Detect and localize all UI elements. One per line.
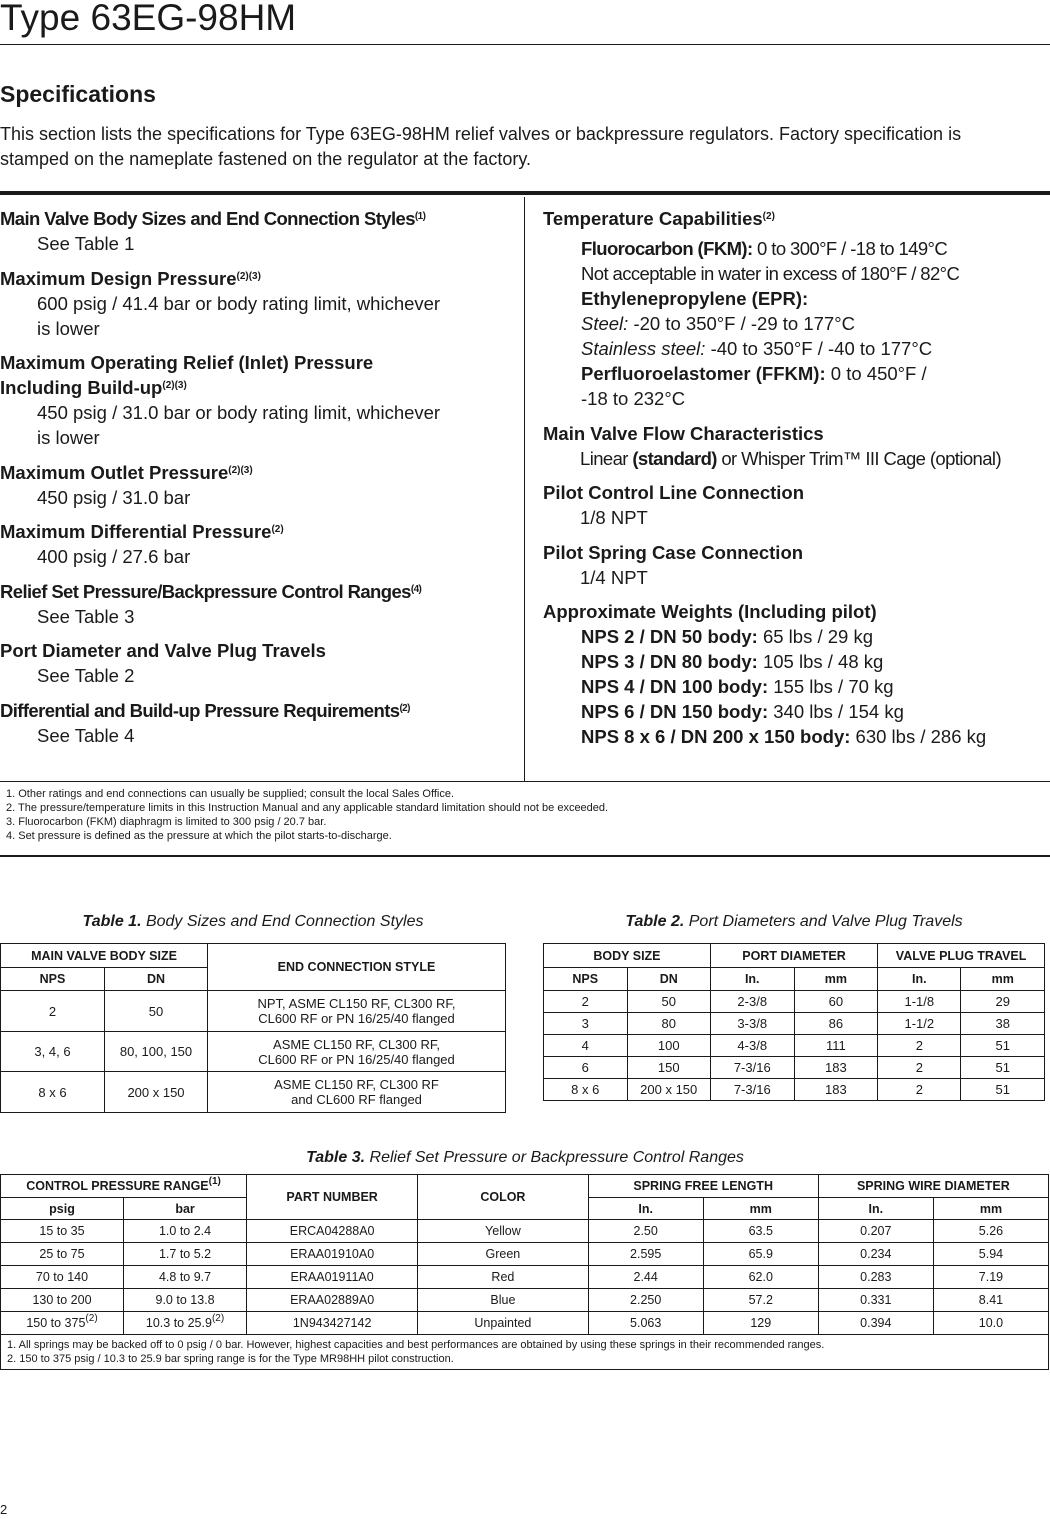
column-header: In. <box>588 1198 703 1220</box>
column-header: MAIN VALVE BODY SIZE <box>1 944 208 968</box>
table-cell: 51 <box>961 1079 1045 1101</box>
spec-max-differential-pressure <box>0 519 520 569</box>
table-cell: 80, 100, 150 <box>105 1032 208 1072</box>
spec-value: 1/4 NPT <box>580 566 648 588</box>
footnote-ref: (2) <box>762 211 775 222</box>
table-cell: ASME CL150 RF, CL300 RF <box>274 1077 439 1092</box>
spec-pilot-spring-case <box>543 540 1050 590</box>
table-cell: 2.250 <box>588 1289 703 1312</box>
table-cell: 29 <box>961 991 1045 1013</box>
spec-temperature <box>543 206 1050 411</box>
spec-value: is lower <box>37 317 100 339</box>
weight-label: NPS 6 / DN 150 body: <box>581 701 769 722</box>
section-divider <box>0 191 1050 195</box>
spec-value: 600 psig / 41.4 bar or body rating limit, whichever <box>37 292 441 314</box>
table-title: Port Diameters and Valve Plug Travels <box>684 913 963 930</box>
column-header: NPS <box>544 968 628 991</box>
table-note: 1. All springs may be backed off to 0 psig / 0 bar. However, highest capacities and best performances are obtained by using these springs in their recommended ranges. <box>7 1339 825 1351</box>
table-cell: 8.41 <box>933 1289 1048 1312</box>
table-cell: 200 x 150 <box>627 1079 710 1101</box>
column-header: PORT DIAMETER <box>710 944 877 968</box>
table1-body-sizes <box>0 943 506 1113</box>
table-row <box>544 1079 1045 1101</box>
table-cell: 0.331 <box>818 1289 933 1312</box>
footnote-ref: (1) <box>208 1176 221 1187</box>
table-cell: Green <box>418 1243 588 1266</box>
spec-value: 1/8 NPT <box>580 507 648 528</box>
title-rule <box>0 44 1050 45</box>
spec-heading: Main Valve Flow Characteristics <box>543 422 824 444</box>
material-sub-label: Stainless steel: <box>581 338 706 359</box>
table-cell: CL600 RF or PN 16/25/40 flanged <box>258 1011 455 1026</box>
spec-body-sizes <box>0 206 520 256</box>
table-cell: 100 <box>627 1035 710 1057</box>
spec-value: See Table 3 <box>37 605 135 627</box>
weight-label: NPS 8 x 6 / DN 200 x 150 body: <box>581 726 851 747</box>
table-cell: 7.19 <box>933 1266 1048 1289</box>
table-cell: 62.0 <box>703 1266 818 1289</box>
column-header: BODY SIZE <box>544 944 711 968</box>
weight-value: 105 lbs / 48 kg <box>757 651 884 672</box>
table-cell: 150 <box>627 1057 710 1079</box>
table2-port-diameters <box>543 943 1045 1101</box>
spec-value: See Table 2 <box>37 665 135 686</box>
spec-heading: Pilot Spring Case Connection <box>543 541 804 563</box>
table-cell: 10.3 to 25.9 <box>145 1316 212 1330</box>
footnote-ref: (2)(3) <box>162 380 187 391</box>
footnote: 2. The pressure/temperature limits in this Instruction Manual and any applicable standard limitation should not be exceeded. <box>6 802 609 814</box>
table-title: Relief Set Pressure or Backpressure Control Ranges <box>365 1149 744 1166</box>
table-cell: 5.063 <box>588 1312 703 1335</box>
table-cell: 5.26 <box>933 1220 1048 1243</box>
table-cell: 57.2 <box>703 1289 818 1312</box>
table-cell: 86 <box>794 1013 878 1035</box>
table-cell: 50 <box>105 991 208 1032</box>
table-cell: 8 x 6 <box>544 1079 628 1101</box>
material-value: 0 to 300°F / -18 to 149°C <box>752 238 948 259</box>
spec-heading: Port Diameter and Valve Plug Travels <box>0 640 326 661</box>
table3-control-ranges <box>0 1174 1049 1370</box>
table-cell: Red <box>418 1266 588 1289</box>
table-cell: 4 <box>544 1035 628 1057</box>
table-cell: 25 to 75 <box>1 1243 124 1266</box>
table-cell: 150 to 375 <box>26 1316 86 1330</box>
material-label: Fluorocarbon (FKM): <box>581 238 753 259</box>
weight-item <box>543 699 1050 724</box>
footnote-ref: (2) <box>85 1313 98 1324</box>
table-cell: 111 <box>794 1035 878 1057</box>
spec-value: Linear <box>580 447 633 469</box>
footnote-rule <box>0 855 1050 857</box>
section-intro: This section lists the specifications for Type 63EG-98HM relief valves or backpressure regulators. Factory specification is stamped on the nameplate fastened on the regulator at the factory. <box>0 124 962 169</box>
weight-value: 340 lbs / 154 kg <box>768 701 904 722</box>
material-sub-label: Steel: <box>581 313 629 334</box>
material-label: Ethylenepropylene (EPR): <box>581 288 809 309</box>
spec-pilot-control-line <box>543 480 1050 530</box>
footnote: 3. Fluorocarbon (FKM) diaphragm is limited to 300 psig / 20.7 bar. <box>6 816 327 828</box>
weight-item <box>543 649 1050 674</box>
footnote: 4. Set pressure is defined as the pressure at which the pilot starts-to-discharge. <box>6 830 392 842</box>
table-cell: 2 <box>544 991 628 1013</box>
table-cell: Unpainted <box>418 1312 588 1335</box>
column-header: END CONNECTION STYLE <box>208 944 506 991</box>
column-header: mm <box>794 968 878 991</box>
table-cell: and CL600 RF flanged <box>291 1092 422 1107</box>
table-cell: 8 x 6 <box>1 1072 105 1113</box>
table-cell: 2.50 <box>588 1220 703 1243</box>
table-row <box>1 991 506 1032</box>
table-cell: 0.283 <box>818 1266 933 1289</box>
spec-differential-buildup <box>0 698 520 748</box>
table-cell: CL600 RF or PN 16/25/40 flanged <box>258 1051 455 1067</box>
table-cell: 6 <box>544 1057 628 1079</box>
column-header: CONTROL PRESSURE RANGE <box>26 1179 209 1193</box>
table-row <box>544 1013 1045 1035</box>
table-cell: 7-3/16 <box>710 1057 794 1079</box>
footnote-ref: (2) <box>271 524 284 535</box>
column-header: SPRING FREE LENGTH <box>588 1175 818 1198</box>
table-cell: 1-1/2 <box>878 1013 961 1035</box>
table-cell: 4.8 to 9.7 <box>124 1266 247 1289</box>
table-cell: Yellow <box>418 1220 588 1243</box>
table-cell: 0.234 <box>818 1243 933 1266</box>
table-row <box>1 1243 1049 1266</box>
table-cell: Blue <box>418 1289 588 1312</box>
table-cell: 2 <box>878 1035 961 1057</box>
spec-max-design-pressure <box>0 266 520 341</box>
table-cell: 1N943427142 <box>247 1312 418 1335</box>
table-cell: 1.7 to 5.2 <box>124 1243 247 1266</box>
spec-heading: Pilot Control Line Connection <box>543 482 805 503</box>
footnote-rule <box>0 781 1050 782</box>
table-note: 2. 150 to 375 psig / 10.3 to 25.9 bar spring range is for the Type MR98HH pilot construction. <box>7 1353 454 1365</box>
table-cell: 3, 4, 6 <box>1 1032 105 1072</box>
weight-value: 65 lbs / 29 kg <box>757 626 874 647</box>
table-cell: 183 <box>794 1057 878 1079</box>
table-row <box>1 1072 506 1113</box>
footnotes <box>6 787 608 843</box>
column-header: bar <box>124 1198 247 1220</box>
table-number: Table 1. <box>82 913 142 930</box>
column-divider <box>524 197 525 781</box>
table-cell: 51 <box>961 1057 1045 1079</box>
spec-heading: Maximum Operating Relief (Inlet) Pressure <box>0 352 374 373</box>
table-row <box>1 1266 1049 1289</box>
spec-max-outlet-pressure <box>0 460 520 510</box>
table-cell: 38 <box>961 1013 1045 1035</box>
table-cell: 15 to 35 <box>1 1220 124 1243</box>
table-row <box>1 1312 1049 1335</box>
table-row <box>1 1032 506 1072</box>
table1-caption <box>0 912 506 932</box>
spec-heading: Main Valve Body Sizes and End Connection Styles <box>0 208 415 229</box>
table-row <box>544 1035 1045 1057</box>
table-cell: ERAA01910A0 <box>247 1243 418 1266</box>
column-header: SPRING WIRE DIAMETER <box>818 1175 1048 1198</box>
material-label: Perfluoroelastomer (FFKM): <box>581 363 826 384</box>
spec-value-emphasis: (standard) <box>632 447 717 469</box>
table-notes-row <box>1 1335 1049 1370</box>
table-cell: 70 to 140 <box>1 1266 124 1289</box>
footnote-ref: (2)(3) <box>228 464 253 476</box>
table-cell: 0.394 <box>818 1312 933 1335</box>
page-number: 2 <box>0 1502 8 1517</box>
material-value: -40 to 350°F / -40 to 177°C <box>705 338 933 359</box>
weight-value: 630 lbs / 286 kg <box>850 726 987 747</box>
spec-heading: Temperature Capabilities <box>543 208 763 229</box>
spec-heading: Maximum Outlet Pressure <box>0 461 229 483</box>
material-value: -18 to 232°C <box>581 388 686 409</box>
weight-label: NPS 4 / DN 100 body: <box>581 676 769 697</box>
table-cell: 60 <box>794 991 878 1013</box>
specs-left-column <box>0 206 520 757</box>
table-cell: ERAA02889A0 <box>247 1289 418 1312</box>
weight-value: 155 lbs / 70 kg <box>768 676 894 697</box>
table-cell: 2.44 <box>588 1266 703 1289</box>
spec-flow-characteristics <box>543 421 1050 471</box>
table-row <box>544 1057 1045 1079</box>
weight-item <box>543 624 1050 649</box>
table-cell: 80 <box>627 1013 710 1035</box>
table-cell: 0.207 <box>818 1220 933 1243</box>
material-value: 0 to 450°F / <box>825 363 927 384</box>
section-heading: Specifications <box>0 81 156 107</box>
footnote-ref: (2)(3) <box>236 270 261 282</box>
table-cell: 1-1/8 <box>878 991 961 1013</box>
table-cell: 3 <box>544 1013 628 1035</box>
table-cell: 4-3/8 <box>710 1035 794 1057</box>
table2-caption <box>543 912 1045 932</box>
table-row <box>544 991 1045 1013</box>
spec-weights <box>543 599 1050 749</box>
spec-control-ranges <box>0 579 520 629</box>
material-value: -20 to 350°F / -29 to 177°C <box>628 313 855 334</box>
table-title: Body Sizes and End Connection Styles <box>141 913 424 930</box>
spec-value: or Whisper Trim™ III Cage (optional) <box>716 447 1001 469</box>
spec-value: 400 psig / 27.6 bar <box>37 546 191 567</box>
table-cell: 7-3/16 <box>710 1079 794 1101</box>
table-cell: 2 <box>878 1057 961 1079</box>
column-header: In. <box>818 1198 933 1220</box>
table3-caption <box>0 1148 1050 1168</box>
column-header: PART NUMBER <box>247 1175 418 1220</box>
table-cell: 2 <box>1 991 105 1032</box>
table-row <box>1 1289 1049 1312</box>
spec-port-diameter <box>0 638 520 688</box>
column-header: VALVE PLUG TRAVEL <box>878 944 1045 968</box>
table-number: Table 3. <box>306 1149 366 1166</box>
table-cell: 129 <box>703 1312 818 1335</box>
spec-heading: Approximate Weights (Including pilot) <box>543 601 877 622</box>
column-header: COLOR <box>418 1175 588 1220</box>
weight-item <box>543 674 1050 699</box>
table-cell: ERCA04288A0 <box>247 1220 418 1243</box>
spec-heading: Relief Set Pressure/Backpressure Control Ranges <box>0 580 411 602</box>
weight-item <box>543 724 1050 749</box>
column-header: In. <box>710 968 794 991</box>
table-cell: 130 to 200 <box>1 1289 124 1312</box>
spec-value: See Table 1 <box>37 233 135 254</box>
table-cell: 9.0 to 13.8 <box>124 1289 247 1312</box>
spec-heading: Maximum Differential Pressure <box>0 521 272 542</box>
spec-heading: Including Build-up <box>0 377 163 398</box>
table-cell: 183 <box>794 1079 878 1101</box>
table-cell: 5.94 <box>933 1243 1048 1266</box>
table-cell: 1.0 to 2.4 <box>124 1220 247 1243</box>
table-cell: ERAA01911A0 <box>247 1266 418 1289</box>
table-cell: 2 <box>878 1079 961 1101</box>
column-header: psig <box>1 1198 124 1220</box>
table-cell: 65.9 <box>703 1243 818 1266</box>
table-cell: 200 x 150 <box>105 1072 208 1113</box>
weight-label: NPS 2 / DN 50 body: <box>581 626 758 647</box>
spec-value: See Table 4 <box>37 724 135 746</box>
table-cell: 2-3/8 <box>710 991 794 1013</box>
material-note: Not acceptable in water in excess of 180°F / 82°C <box>581 263 960 284</box>
document-title: Type 63EG-98HM <box>0 0 297 38</box>
footnote: 1. Other ratings and end connections can usually be supplied; consult the local Sales Office. <box>6 788 455 800</box>
column-header: mm <box>703 1198 818 1220</box>
column-header: DN <box>105 968 208 991</box>
footnote-ref: (2) <box>211 1313 225 1324</box>
spec-heading: Differential and Build-up Pressure Requirements <box>0 699 400 721</box>
column-header: NPS <box>1 968 105 991</box>
spec-heading: Maximum Design Pressure <box>0 267 237 289</box>
column-header: mm <box>933 1198 1048 1220</box>
table-cell: 50 <box>627 991 710 1013</box>
spec-value: 450 psig / 31.0 bar or body rating limit, whichever <box>37 402 441 423</box>
spec-value: is lower <box>37 427 100 448</box>
table-row <box>1 1220 1049 1243</box>
spec-max-operating-relief <box>0 350 520 450</box>
table-cell: 63.5 <box>703 1220 818 1243</box>
table-cell: 51 <box>961 1035 1045 1057</box>
footnote-ref: (2) <box>399 702 410 714</box>
footnote-ref: (4) <box>410 583 422 595</box>
column-header: In. <box>878 968 961 991</box>
spec-value: 450 psig / 31.0 bar <box>37 486 191 508</box>
table-cell: NPT, ASME CL150 RF, CL300 RF, <box>257 996 456 1011</box>
table-cell: 2.595 <box>588 1243 703 1266</box>
footnote-ref: (1) <box>414 211 426 222</box>
specs-right-column <box>543 206 1050 759</box>
column-header: mm <box>961 968 1045 991</box>
table-cell: 3-3/8 <box>710 1013 794 1035</box>
weight-label: NPS 3 / DN 80 body: <box>581 651 758 672</box>
table-cell: ASME CL150 RF, CL300 RF, <box>273 1036 440 1052</box>
column-header: DN <box>627 968 710 991</box>
table-cell: 10.0 <box>933 1312 1048 1335</box>
table-number: Table 2. <box>625 913 685 930</box>
